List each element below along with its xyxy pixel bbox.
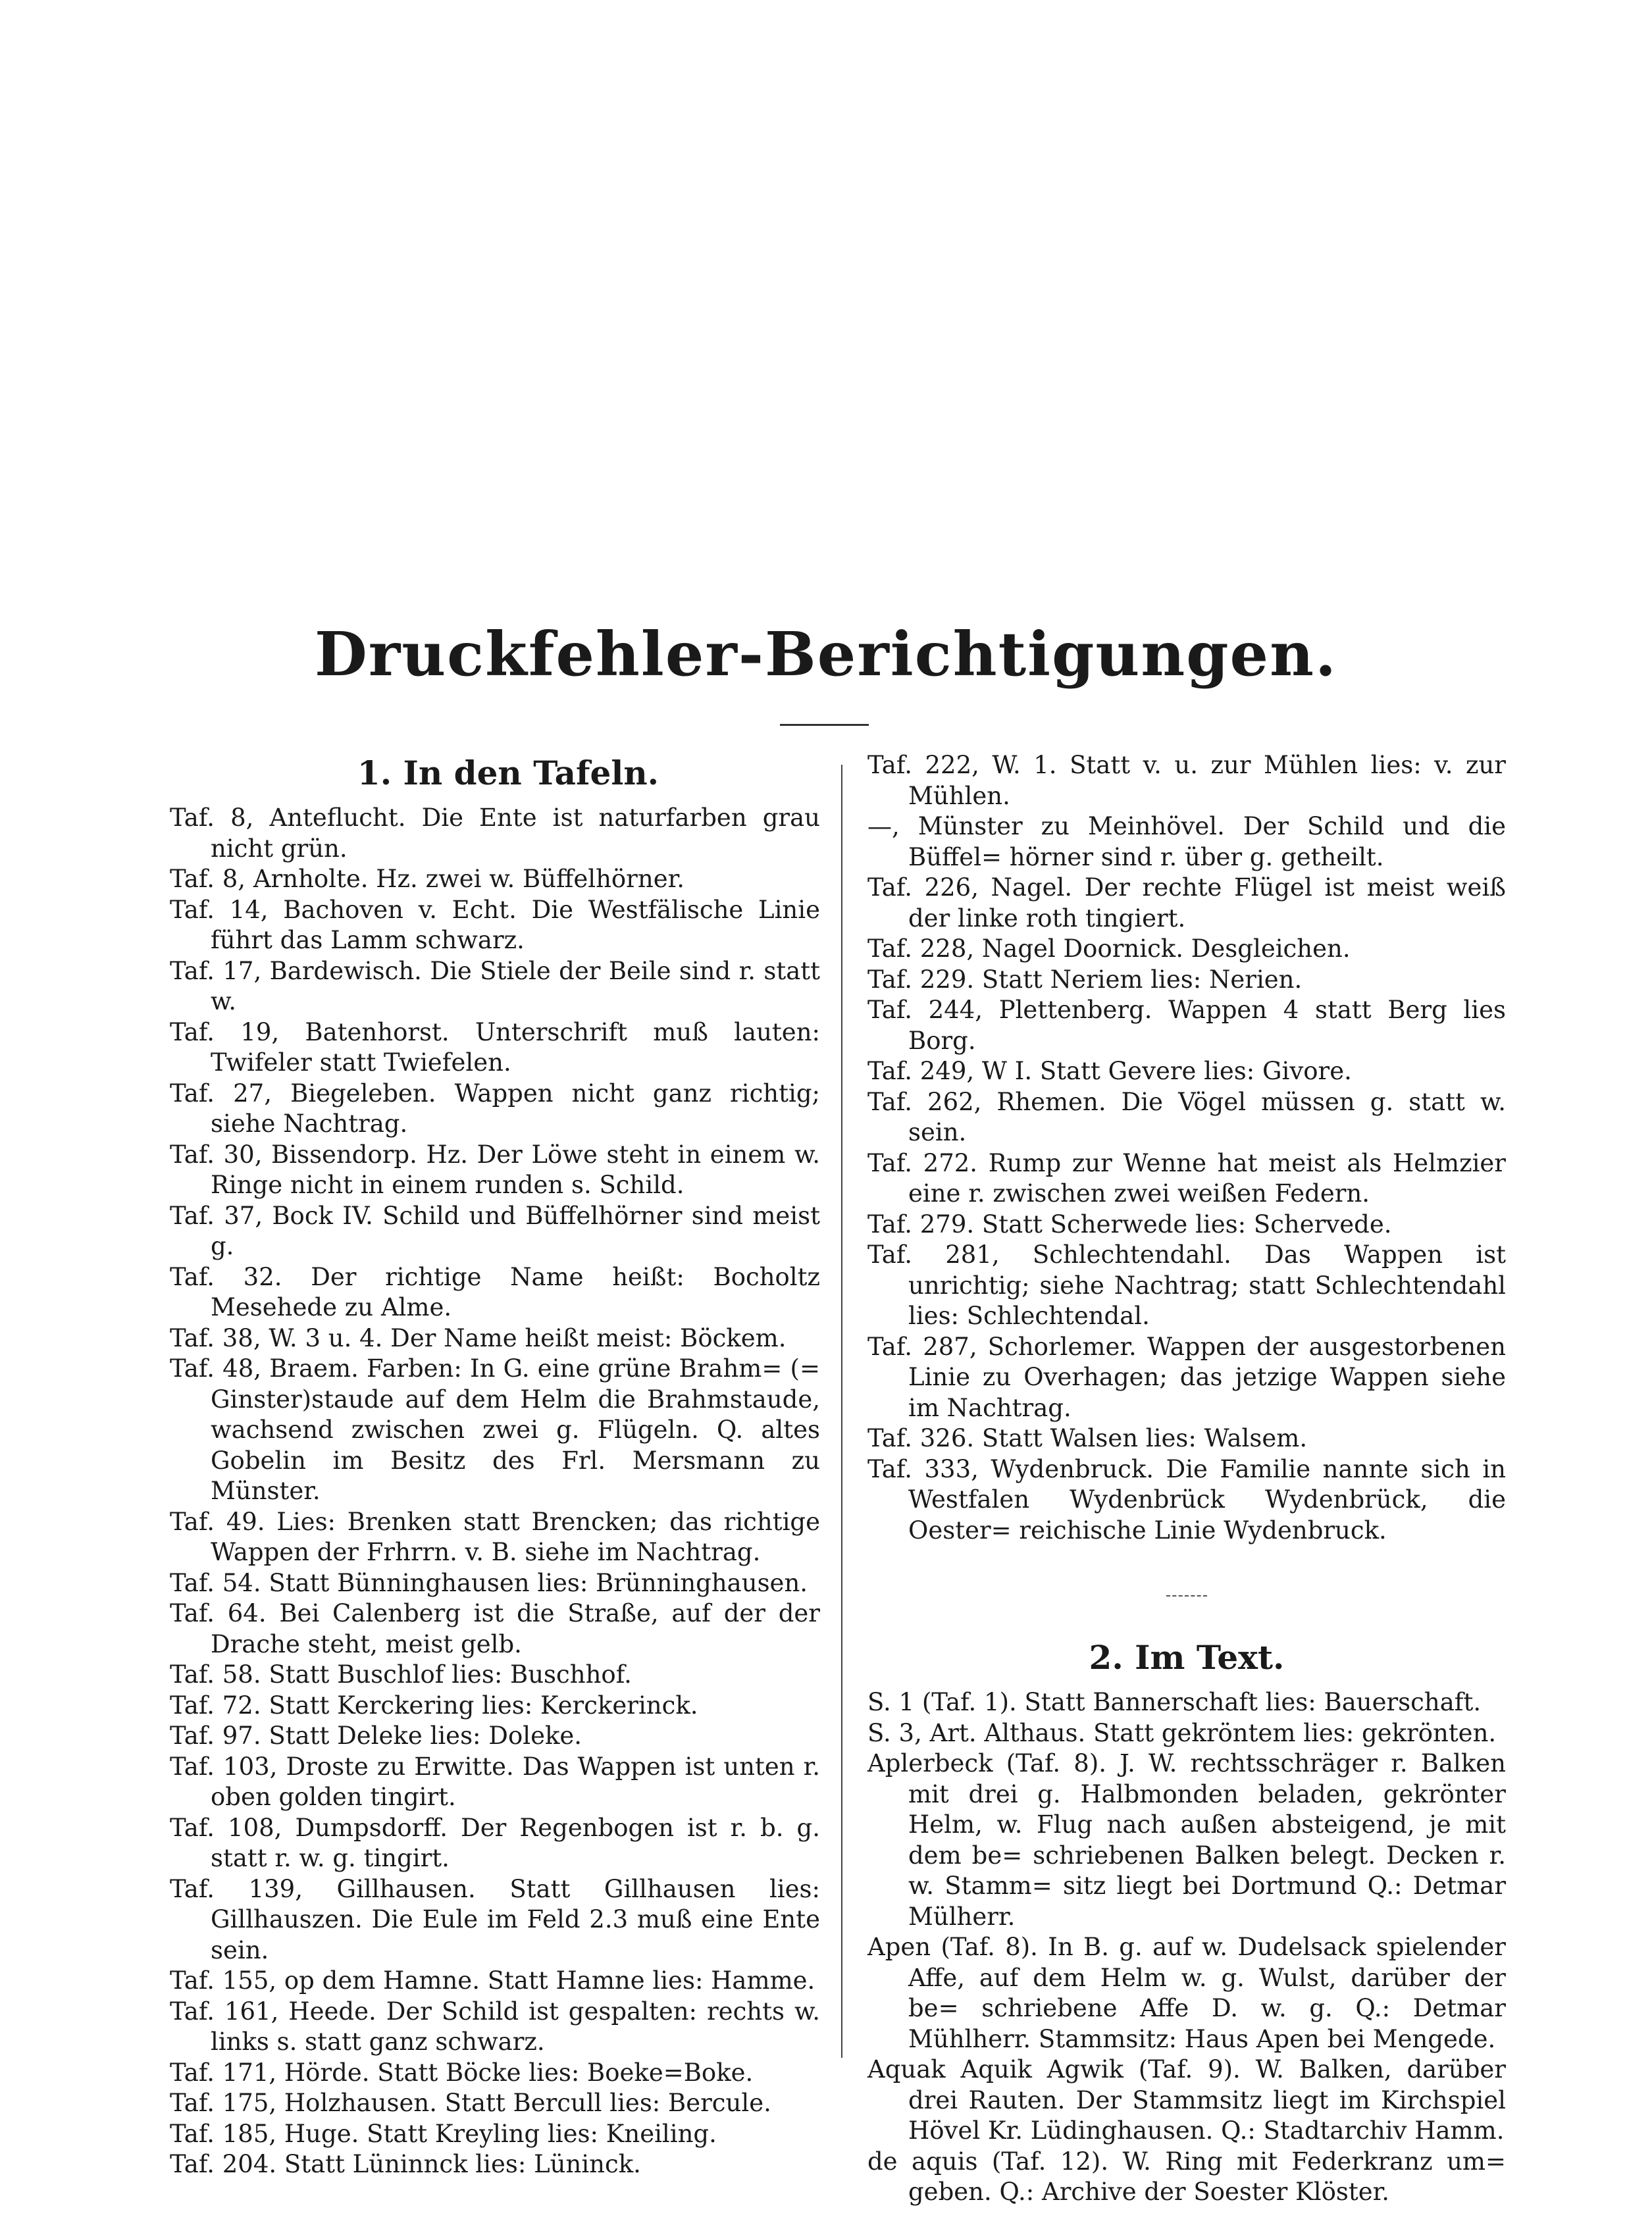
erratum-entry: Taf. 222, W. 1. Statt v. u. zur Mühlen lies: v. zur Mühlen. [867, 751, 1506, 810]
erratum-entry: Taf. 244, Plettenberg. Wappen 4 statt Berg lies Borg. [867, 996, 1506, 1055]
erratum-entry: Taf. 8, Arnholte. Hz. zwei w. Büffelhörner. [170, 865, 684, 893]
erratum-entry: Taf. 72. Statt Kerckering lies: Kerckerinck. [170, 1691, 698, 1720]
erratum-entry: Taf. 281, Schlechtendahl. Das Wappen ist unrichtig; siehe Nachtrag; statt Schlechtendahl lies: Schlechtendal. [867, 1240, 1506, 1330]
erratum-entry: Taf. 48, Braem. Farben: In G. eine grüne Brahm= (= Ginster)staude auf dem Helm die Brahmstaude, wachsend zwischen zwei g. Flügeln. Q. altes Gobelin im Besitz des Frl. Mersmann zu Münster. [170, 1354, 820, 1505]
left-column [170, 750, 820, 2180]
erratum-entry: Taf. 37, Bock IV. Schild und Büffelhörner sind meist g. [170, 1201, 820, 1260]
erratum-entry: Taf. 64. Bei Calenberg ist die Straße, auf der der Drache steht, meist gelb. [170, 1599, 820, 1658]
erratum-entry: Taf. 171, Hörde. Statt Böcke lies: Boeke=Boke. [170, 2058, 754, 2087]
section-separator [1166, 1595, 1207, 1597]
erratum-entry: Taf. 139, Gillhausen. Statt Gillhausen lies: Gillhauszen. Die Eule im Feld 2.3 muß eine Ente sein. [170, 1874, 820, 1964]
erratum-entry: Taf. 155, op dem Hamne. Statt Hamne lies: Hamme. [170, 1966, 815, 1995]
erratum-entry: Taf. 226, Nagel. Der rechte Flügel ist meist weiß der linke roth tingiert. [867, 873, 1506, 933]
erratum-entry: Taf. 249, W I. Statt Gevere lies: Givore. [867, 1057, 1352, 1085]
page-title: Druckfehler-Berichtigungen. [315, 619, 1337, 690]
erratum-entry: Taf. 8, Anteflucht. Die Ente ist naturfarben grau nicht grün. [170, 804, 820, 863]
section-heading-text: 2. Im Text. [1089, 1638, 1285, 1677]
erratum-entry: S. 1 (Taf. 1). Statt Bannerschaft lies: Bauerschaft. [867, 1688, 1482, 1716]
erratum-entry: Taf. 185, Huge. Statt Kreyling lies: Kneiling. [170, 2119, 717, 2148]
erratum-entry: Taf. 32. Der richtige Name heißt: Bocholtz Mesehede zu Alme. [170, 1262, 820, 1321]
erratum-entry: Taf. 229. Statt Neriem lies: Nerien. [867, 965, 1303, 994]
erratum-entry: Taf. 54. Statt Bünninghausen lies: Brünninghausen. [170, 1568, 808, 1597]
right-column [867, 750, 1506, 2208]
title-rule [780, 724, 869, 726]
erratum-entry: Taf. 97. Statt Deleke lies: Doleke. [170, 1722, 582, 1750]
erratum-entry: Taf. 333, Wydenbruck. Die Familie nannte sich in Westfalen Wydenbrück Wydenbrück, die Oester= reichische Linie Wydenbruck. [867, 1454, 1506, 1545]
erratum-entry: de aquis (Taf. 12). W. Ring mit Federkranz um= geben. Q.: Archive der Soester Klöster. [867, 2147, 1506, 2206]
erratum-entry: Taf. 228, Nagel Doornick. Desgleichen. [867, 934, 1351, 963]
erratum-entry: Aquak Aquik Agwik (Taf. 9). W. Balken, darüber drei Rauten. Der Stammsitz liegt im Kirchspiel Hövel Kr. Lüdinghausen. Q.: Stadtarchiv Hamm. [867, 2055, 1506, 2145]
erratum-entry: —, Münster zu Meinhövel. Der Schild und die Büffel= hörner sind r. über g. getheilt. [867, 812, 1506, 871]
erratum-entry: Taf. 17, Bardewisch. Die Stiele der Beile sind r. statt w. [170, 956, 820, 1015]
erratum-entry: Taf. 38, W. 3 u. 4. Der Name heißt meist: Böckem. [170, 1323, 787, 1352]
erratum-entry: Taf. 326. Statt Walsen lies: Walsem. [867, 1424, 1308, 1452]
erratum-entry: Taf. 204. Statt Lüninnck lies: Lüninck. [170, 2150, 641, 2178]
erratum-entry: Taf. 175, Holzhausen. Statt Bercull lies: Bercule. [170, 2089, 771, 2117]
erratum-entry: Taf. 287, Schorlemer. Wappen der ausgestorbenen Linie zu Overhagen; das jetzige Wappen siehe im Nachtrag. [867, 1332, 1506, 1422]
erratum-entry: Taf. 19, Batenhorst. Unterschrift muß lauten: Twifeler statt Twiefelen. [170, 1017, 820, 1077]
erratum-entry: Taf. 161, Heede. Der Schild ist gespalten: rechts w. links s. statt ganz schwarz. [170, 1997, 820, 2056]
erratum-entry: Aplerbeck (Taf. 8). J. W. rechtsschräger r. Balken mit drei g. Halbmonden beladen, gekrönter Helm, w. Flug nach außen absteigend, je mit dem be= schriebenen Balken belegt. Decken r. w. Stamm= sitz liegt bei Dortmund Q.: Detmar Mülherr. [867, 1749, 1506, 1931]
erratum-entry: S. 3, Art. Althaus. Statt gekröntem lies: gekrönten. [867, 1718, 1497, 1747]
erratum-entry: Taf. 14, Bachoven v. Echt. Die Westfälische Linie führt das Lamm schwarz. [170, 895, 820, 954]
erratum-entry: Apen (Taf. 8). In B. g. auf w. Dudelsack spielender Affe, auf dem Helm w. g. Wulst, darüber der be= schriebene Affe D. w. g. Q.: Detmar Mühlherr. Stammsitz: Haus Apen bei Mengede. [867, 1933, 1506, 2053]
erratum-entry: Taf. 279. Statt Scherwede lies: Schervede. [867, 1210, 1392, 1239]
erratum-entry: Taf. 30, Bissendorp. Hz. Der Löwe steht in einem w. Ringe nicht in einem runden s. Schild. [170, 1140, 820, 1199]
erratum-entry: Taf. 272. Rump zur Wenne hat meist als Helmzier eine r. zwischen zwei weißen Federn. [867, 1148, 1506, 1208]
erratum-entry: Taf. 27, Biegeleben. Wappen nicht ganz richtig; siehe Nachtrag. [170, 1079, 820, 1138]
column-divider [841, 765, 842, 2058]
erratum-entry: Taf. 103, Droste zu Erwitte. Das Wappen ist unten r. oben golden tingirt. [170, 1752, 820, 1811]
section-heading-tafeln: 1. In den Tafeln. [357, 754, 659, 792]
erratum-entry: Taf. 58. Statt Buschlof lies: Buschhof. [170, 1660, 632, 1689]
erratum-entry: Taf. 108, Dumpsdorff. Der Regenbogen ist r. b. g. statt r. w. g. tingirt. [170, 1813, 820, 1872]
erratum-entry: Taf. 262, Rhemen. Die Vögel müssen g. statt w. sein. [867, 1087, 1506, 1146]
erratum-entry: Taf. 49. Lies: Brenken statt Brencken; das richtige Wappen der Frhrrn. v. B. siehe im Nachtrag. [170, 1507, 820, 1566]
